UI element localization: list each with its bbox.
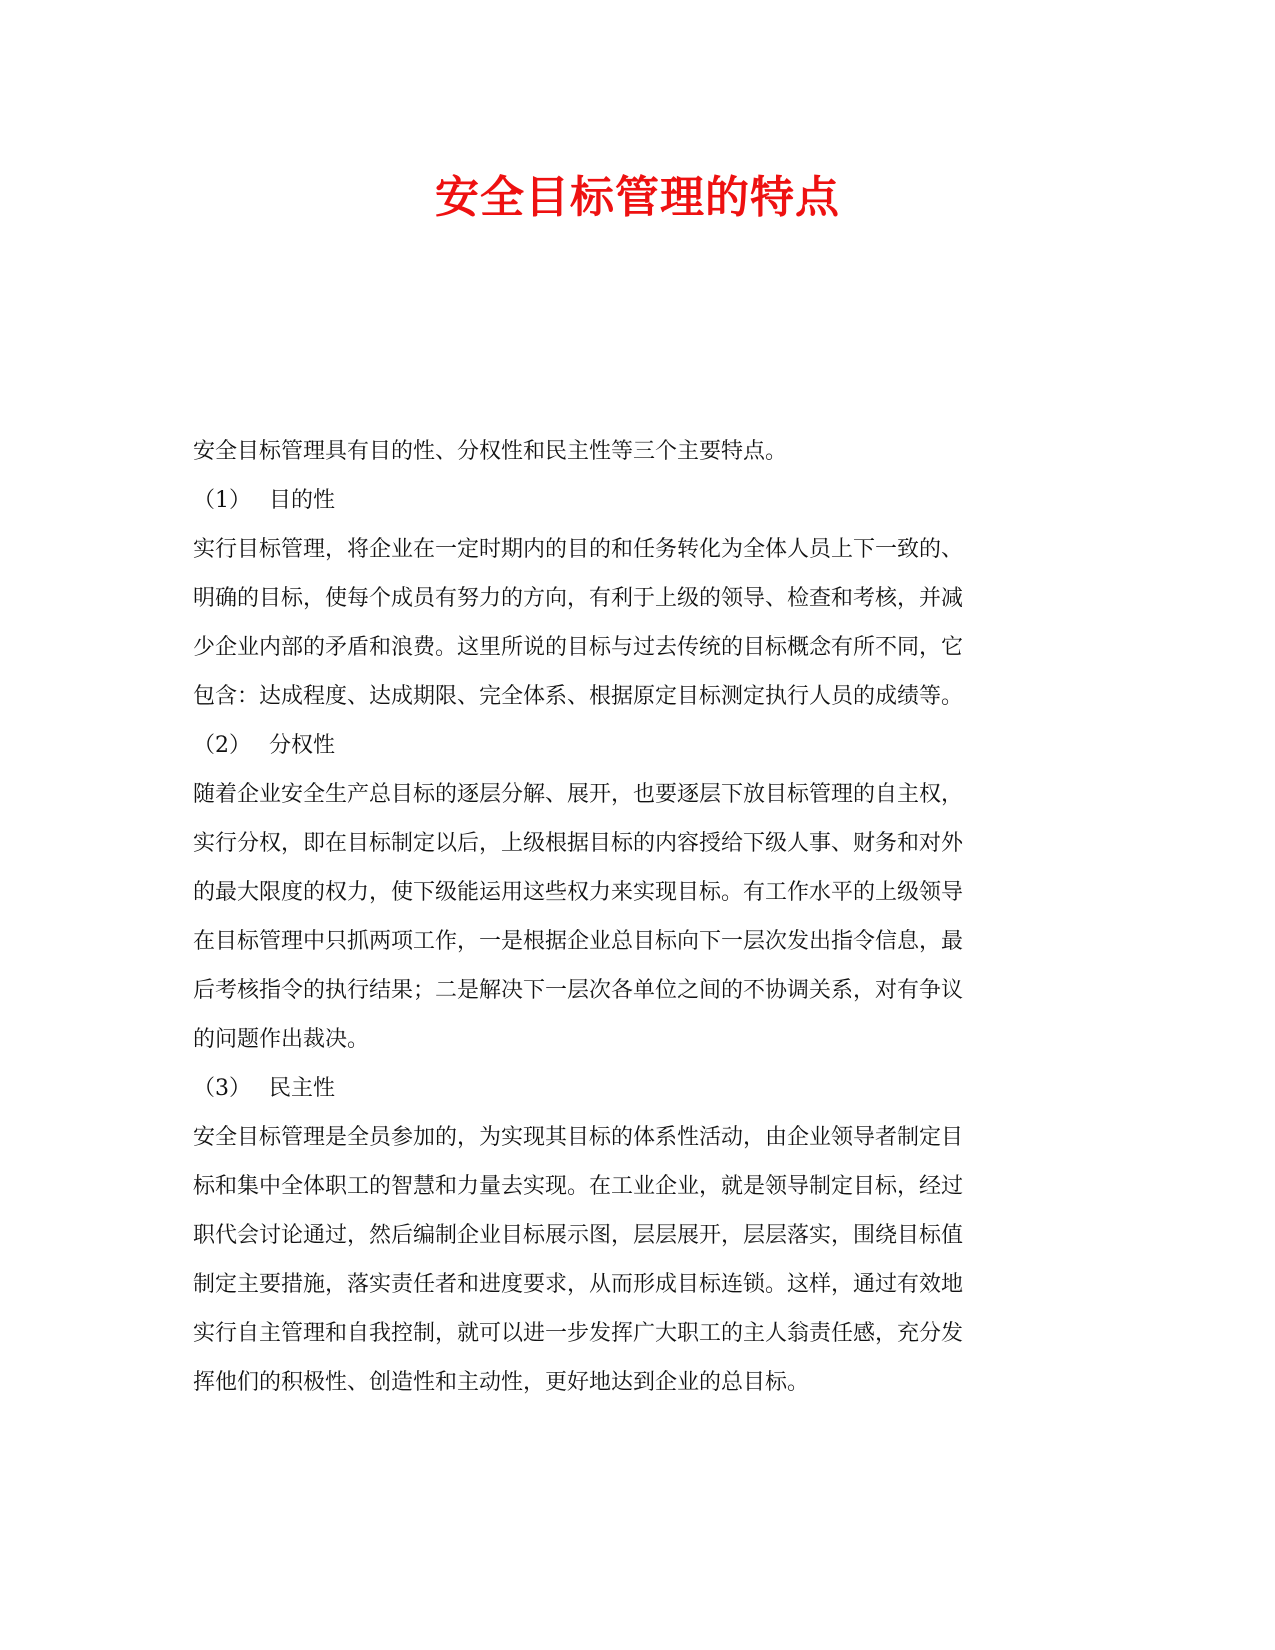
intro-paragraph: 安全目标管理具有目的性、分权性和民主性等三个主要特点。 [193,439,788,464]
paragraph-line: 后考核指令的执行结果；二是解决下一层次各单位之间的不协调关系，对有争议 [193,978,964,1003]
paragraph-line: 的问题作出裁决。 [193,1027,370,1052]
section-2-heading [193,721,1073,770]
paragraph-line: 随着企业安全生产总目标的逐层分解、展开，也要逐层下放目标管理的自主权， [193,782,964,807]
paragraph-line: 挥他们的积极性、创造性和主动性，更好地达到企业的总目标。 [193,1370,810,1395]
paragraph-line: 实行目标管理，将企业在一定时期内的目的和任务转化为全体人员上下一致的、 [193,537,964,562]
section-2-label: 分权性 [269,733,336,758]
section-1-heading [193,476,1073,525]
paragraph-line: 实行分权，即在目标制定以后，上级根据目标的内容授给下级人事、财务和对外 [193,831,964,856]
document-title: 安全目标管理的特点 [435,172,840,223]
paragraph-line: 明确的目标，使每个成员有努力的方向，有利于上级的领导、检查和考核，并减 [193,586,964,611]
paragraph-line: 包含：达成程度、达成期限、完全体系、根据原定目标测定执行人员的成绩等。 [193,684,964,709]
paragraph-line: 的最大限度的权力，使下级能运用这些权力来实现目标。有工作水平的上级领导 [193,880,964,905]
section-1-label: 目的性 [269,488,336,513]
paragraph-line: 制定主要措施，落实责任者和进度要求，从而形成目标连锁。这样，通过有效地 [193,1272,964,1297]
section-2-number: （2） [193,733,251,758]
paragraph-line: 标和集中全体职工的智慧和力量去实现。在工业企业，就是领导制定目标，经过 [193,1174,964,1199]
paragraph-line: 在目标管理中只抓两项工作，一是根据企业总目标向下一层次发出指令信息，最 [193,929,964,954]
section-3-number: （3） [193,1076,251,1101]
paragraph-line: 安全目标管理是全员参加的，为实现其目标的体系性活动，由企业领导者制定目 [193,1125,964,1150]
paragraph-line: 实行自主管理和自我控制，就可以进一步发挥广大职工的主人翁责任感，充分发 [193,1321,964,1346]
section-3-heading [193,1064,1073,1113]
paragraph-line: 职代会讨论通过，然后编制企业目标展示图，层层展开，层层落实，围绕目标值 [193,1223,964,1248]
section-3-label: 民主性 [269,1076,336,1101]
section-1-number: （1） [193,488,251,513]
paragraph-line: 少企业内部的矛盾和浪费。这里所说的目标与过去传统的目标概念有所不同，它 [193,635,964,660]
document-body [193,427,1073,1407]
